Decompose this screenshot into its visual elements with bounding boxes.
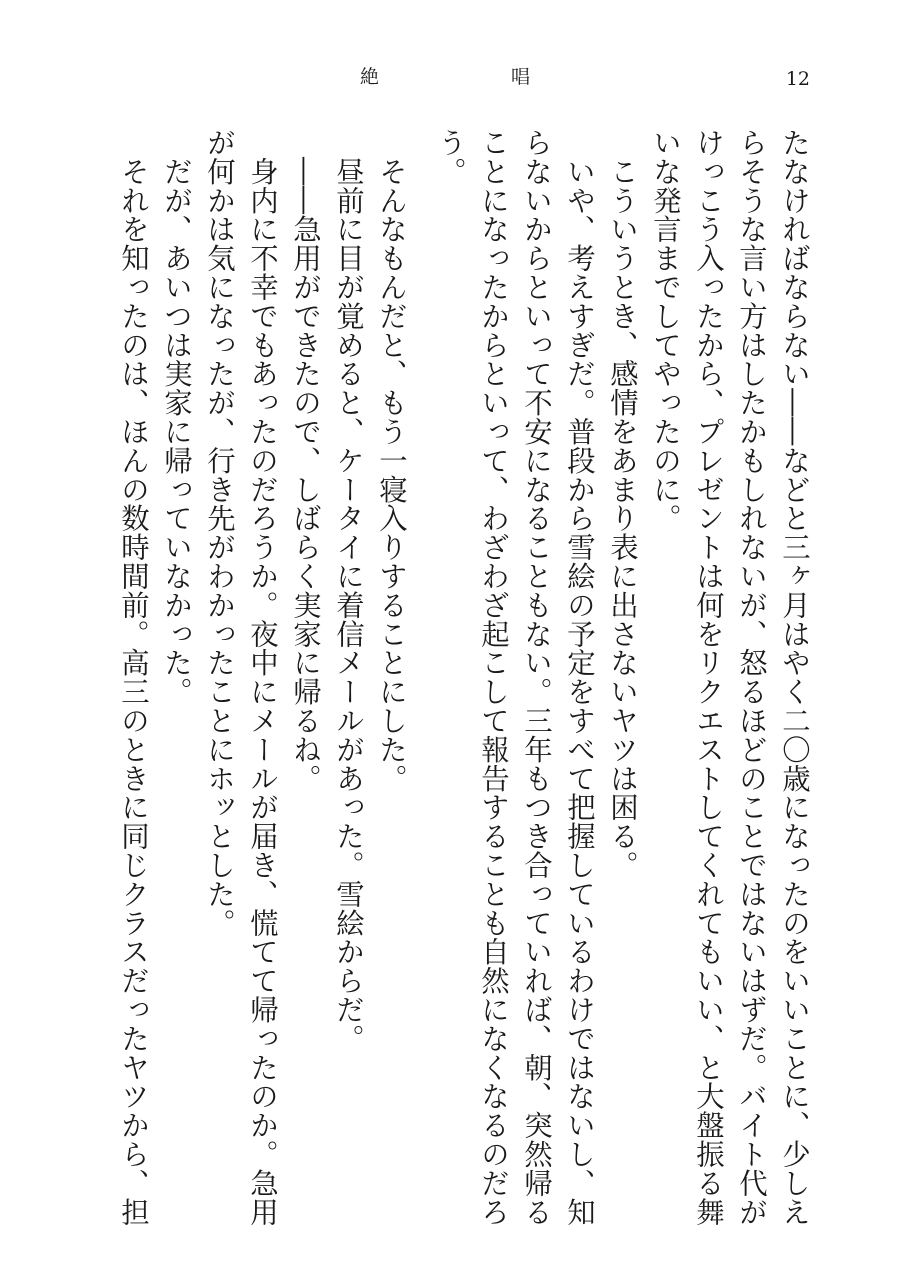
page-number: 12 (785, 68, 810, 90)
text-line: 昼前に目が覚めると、ケータイに着信メールがあった。雪絵からだ。 (332, 128, 365, 1053)
text-line: こういうとき、感情をあまり表に出さないヤツは困る。 (606, 128, 639, 880)
text-line: が何かは気になったが、行き先がわかったことにホッとした。 (203, 128, 236, 938)
text-line: だが、あいつは実家に帰っていなかった。 (160, 128, 193, 706)
header-title-char-1: 絶 (360, 66, 380, 88)
text-line: けっこう入ったから、プレゼントは何をリクエストしてくれてもいい、と大盤振る舞 (692, 128, 725, 1227)
text-line: う。 (434, 128, 467, 186)
text-line: ――急用ができたので、しばらく実家に帰るね。 (289, 128, 322, 793)
section-gap (413, 128, 429, 1176)
header-title-char-2: 唱 (510, 66, 530, 88)
text-line: いな発言までしてやったのに。 (649, 128, 682, 533)
text-line: らそうな言い方はしたかもしれないが、怒るほどのことではないはずだ。バイト代が (735, 128, 768, 1227)
text-line: 身内に不幸でもあったのだろうか。夜中にメールが届き、慌てて帰ったのか。急用 (246, 128, 279, 1227)
text-line: いや、考えすぎだ。普段から雪絵の予定をすべて把握しているわけではないし、知 (563, 128, 596, 1227)
vertical-body-text (116, 128, 816, 1227)
running-header-title (360, 68, 530, 87)
text-line: そんなもんだと、もう一寝入りすることにした。 (375, 128, 408, 793)
text-line: ことになったからといって、わざわざ起こして報告することも自然になくなるのだろ (477, 128, 510, 1227)
text-line: らないからといって不安になることもない。三年もつき合っていれば、朝、突然帰る (520, 128, 553, 1227)
text-line: それを知ったのは、ほんの数時間前。高三のときに同じクラスだったヤツから、担 (117, 128, 150, 1227)
text-line: たなければならない――などと三ヶ月はやく二〇歳になったのをいいことに、少しえ (778, 128, 811, 1227)
